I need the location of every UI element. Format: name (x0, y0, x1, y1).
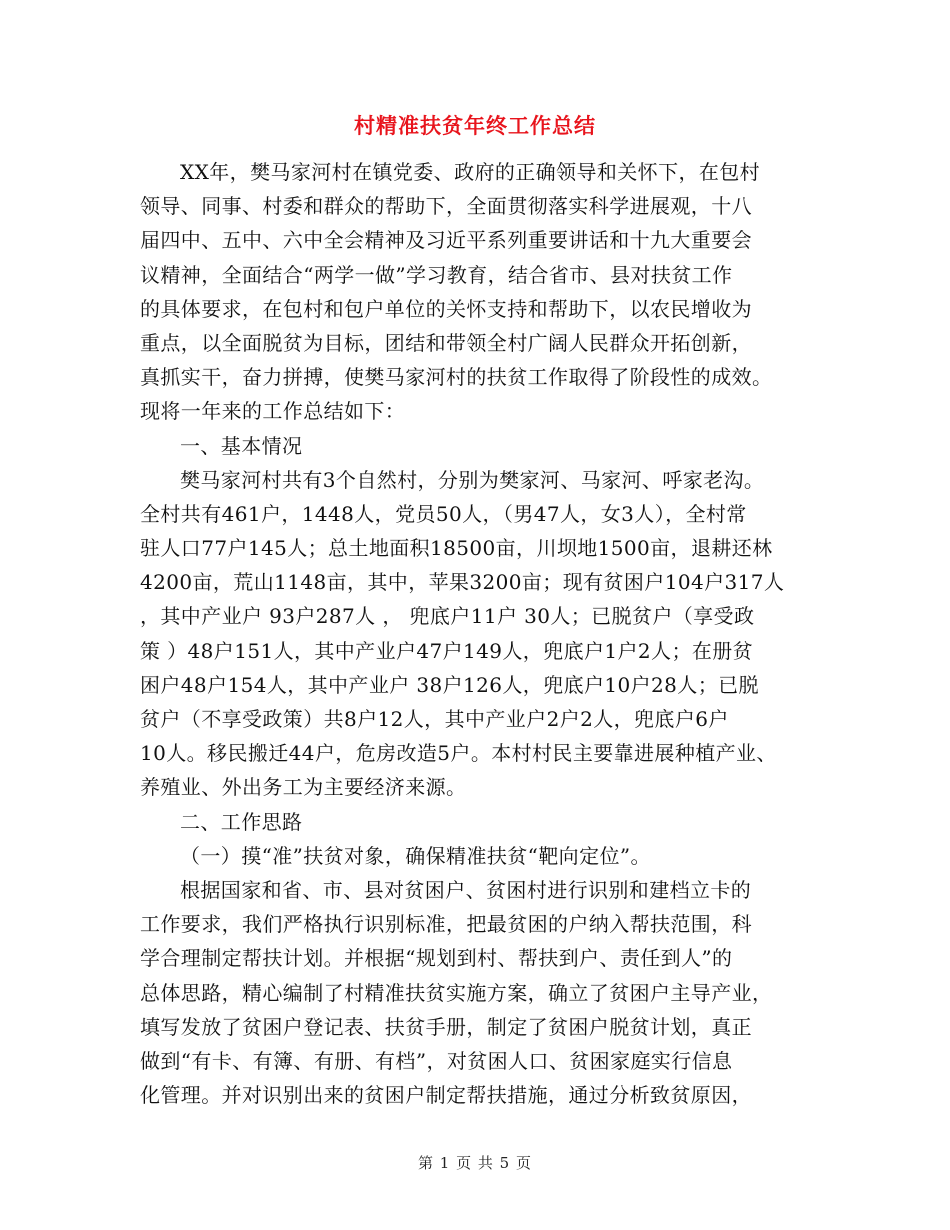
document-body (140, 155, 820, 1112)
section-heading: 一、基本情况 (180, 433, 303, 458)
paragraph-line: 困户48户154人，其中产业户 38户126人，兜底户10户28人；已脱 (140, 672, 759, 697)
document-title: 村精准扶贫年终工作总结 (354, 114, 596, 138)
subsection-heading: （一）摸“准”扶贫对象，确保精准扶贫“靶向定位”。 (180, 843, 651, 868)
paragraph-line: ，其中产业户 93户287人 ， 兜底户11户 30人；已脱贫户（享受政 (140, 604, 755, 629)
paragraph-line: 驻人口77户145人；总土地面积18500亩，川坝地1500亩，退耕还林 (140, 536, 773, 561)
page-number-footer: 第 1 页 共 5 页 (418, 1154, 532, 1172)
paragraph-line: 樊马家河村共有3个自然村，分别为樊家河、马家河、呼家老沟。 (180, 467, 765, 492)
paragraph-line: XX年，樊马家河村在镇党委、政府的正确领导和关怀下，在包村 (180, 160, 761, 184)
paragraph-line: 届四中、五中、六中全会精神及习近平系列重要讲话和十九大重要会 (140, 228, 752, 253)
paragraph-line: 议精神，全面结合“两学一做”学习教育，结合省市、县对扶贫工作 (140, 262, 733, 287)
paragraph-line: 全村共有461户，1448人，党员50人，（男47人，女3人），全村常 (140, 501, 747, 526)
paragraph-line: 养殖业、外出务工为主要经济来源。 (140, 775, 467, 800)
paragraph-line: 策 ）48户151人，其中产业户47户149人，兜底户1户2人；在册贫 (140, 638, 754, 663)
paragraph-line: 填写发放了贫困户登记表、扶贫手册，制定了贫困户脱贫计划，真正 (140, 1014, 752, 1039)
section-heading: 二、工作思路 (180, 809, 303, 834)
paragraph-line: 根据国家和省、市、县对贫困户、贫困村进行识别和建档立卡的 (180, 877, 752, 902)
paragraph-line: 的具体要求，在包村和包户单位的关怀支持和帮助下，以农民增收为 (140, 296, 752, 321)
paragraph-line: 重点，以全面脱贫为目标，团结和带领全村广阔人民群众开拓创新， (140, 330, 752, 355)
paragraph-line: 10人。移民搬迁44户，危房改造5户。本村村民主要靠进展种植产业、 (140, 741, 777, 766)
paragraph-line: 化管理。并对识别出来的贫困户制定帮扶措施，通过分析致贫原因， (140, 1083, 752, 1108)
paragraph-line: 领导、同事、村委和群众的帮助下，全面贯彻落实科学进展观，十八 (140, 194, 752, 219)
paragraph-line: 工作要求，我们严格执行识别标准，把最贫困的户纳入帮扶范围，科 (140, 912, 752, 937)
paragraph-line: 学合理制定帮扶计划。并根据“规划到村、帮扶到户、责任到人”的 (140, 946, 733, 971)
paragraph-line: 总体思路，精心编制了村精准扶贫实施方案，确立了贫困户主导产业， (140, 980, 773, 1005)
paragraph-line: 4200亩，荒山1148亩，其中，苹果3200亩；现有贫困户104户317人 (140, 570, 785, 595)
paragraph-line: 做到“有卡、有簿、有册、有档”，对贫困人口、贫困家庭实行信息 (140, 1048, 733, 1073)
paragraph-line: 现将一年来的工作总结如下： (140, 399, 406, 424)
paragraph-line: 贫户（不享受政策）共8户12人，其中产业户2户2人，兜底户6户 (140, 707, 729, 731)
paragraph-line: 真抓实干，奋力拼搏，使樊马家河村的扶贫工作取得了阶段性的成效。 (140, 365, 773, 390)
